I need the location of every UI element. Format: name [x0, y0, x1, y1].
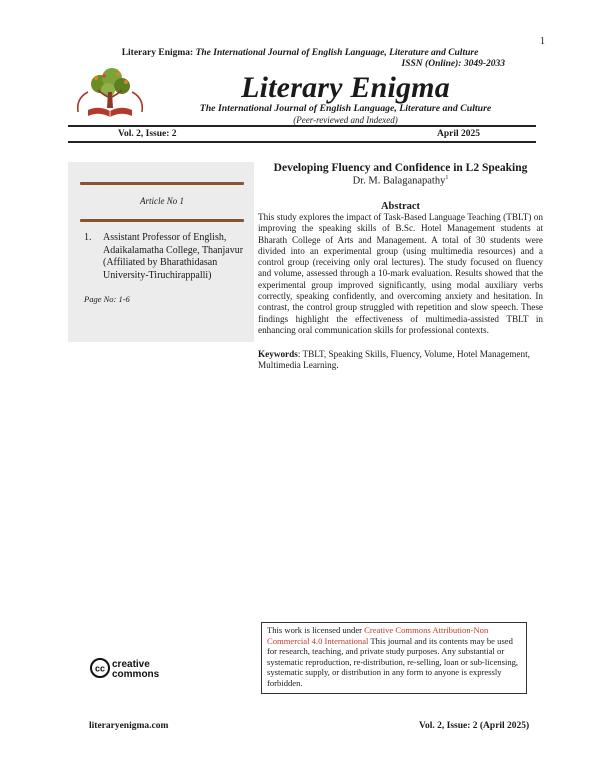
peer-review-note: (Peer-reviewed and Indexed)	[293, 115, 398, 125]
issue-label: Vol. 2, Issue: 2	[118, 129, 177, 139]
author-name: Dr. M. Balaganapathy	[352, 175, 446, 187]
keywords-label: Keywords	[258, 349, 298, 359]
svg-text:commons: commons	[112, 669, 160, 680]
page-number: 1	[540, 36, 545, 47]
journal-logo-icon	[74, 68, 146, 124]
abstract-body: This study explores the impact of Task-Based Language Teaching (TBLT) on improving the speaking skills of B.Sc. Hotel Management students at Bharath College of Arts and Management. A total of 30 students were divided into an experimental group (using multimedia resources) and a control group (receiving only oral lectures). The study focused on fluency and volume, assessed through a 10-mark evaluation. Results showed that the experimental group improved significantly, using modal auxiliary verbs correctly, speaking confidently, and overcoming anxiety and hesitation. In contrast, the control group struggled with repetition and slow speech. These findings highlight the effectiveness of multimedia-assisted TBLT in enhancing oral communication skills for professional contexts.	[258, 212, 543, 335]
header-rule-top	[68, 125, 536, 127]
sidebar-divider-bottom	[80, 219, 244, 222]
keywords-list: : TBLT, Speaking Skills, Fluency, Volume, Hotel Management, Multimedia Learning.	[258, 349, 530, 371]
license-notice	[261, 622, 527, 694]
affiliation-number: 1.	[84, 232, 92, 243]
svg-text:cc: cc	[94, 663, 106, 674]
author-line	[258, 175, 543, 187]
article-number: Article No 1	[140, 196, 184, 206]
keywords-line	[258, 349, 543, 372]
svg-text:creative: creative	[112, 659, 150, 670]
license-link[interactable]: Creative Commons Attribution-Non Commercial 4.0 International	[267, 625, 489, 646]
journal-subtitle: The International Journal of English Language, Literature and Culture	[199, 103, 492, 114]
creative-commons-logo-icon	[90, 656, 160, 680]
paper-title: Developing Fluency and Confidence in L2 Speaking	[273, 162, 528, 174]
author-affiliation: Assistant Professor of English, Adaikalamatha College, Thanjavur (Affiliated by Bharathidasan University-Tiruchirappalli)	[103, 232, 244, 281]
issn: ISSN (Online): 3049-2033	[401, 59, 505, 69]
author-footnote-marker: 1	[445, 175, 449, 181]
journal-short-name: Literary Enigma:	[121, 48, 194, 58]
issue-date: April 2025	[437, 129, 481, 139]
page-range: Page No: 1-6	[84, 294, 130, 304]
abstract-heading: Abstract	[380, 201, 421, 212]
license-intro: This work is licensed under	[267, 625, 365, 635]
footer-issue: Vol. 2, Issue: 2 (April 2025)	[419, 721, 530, 731]
header-rule-bottom	[68, 141, 536, 143]
running-header	[0, 48, 600, 58]
journal-title: Literary Enigma	[241, 71, 450, 104]
sidebar-divider-top	[80, 182, 244, 185]
footer-website[interactable]: literaryenigma.com	[89, 721, 169, 731]
journal-full-name: The International Journal of English Language, Literature and Culture	[195, 48, 479, 58]
license-body: This journal and its contents may be used for research, teaching, and private study purposes. Any substantial or systematic reproduction, re-distribution, re-selling, loan or sub-licensing, systematic supply, or distribution in any form to anyone is expressly forbidden.	[267, 635, 519, 688]
